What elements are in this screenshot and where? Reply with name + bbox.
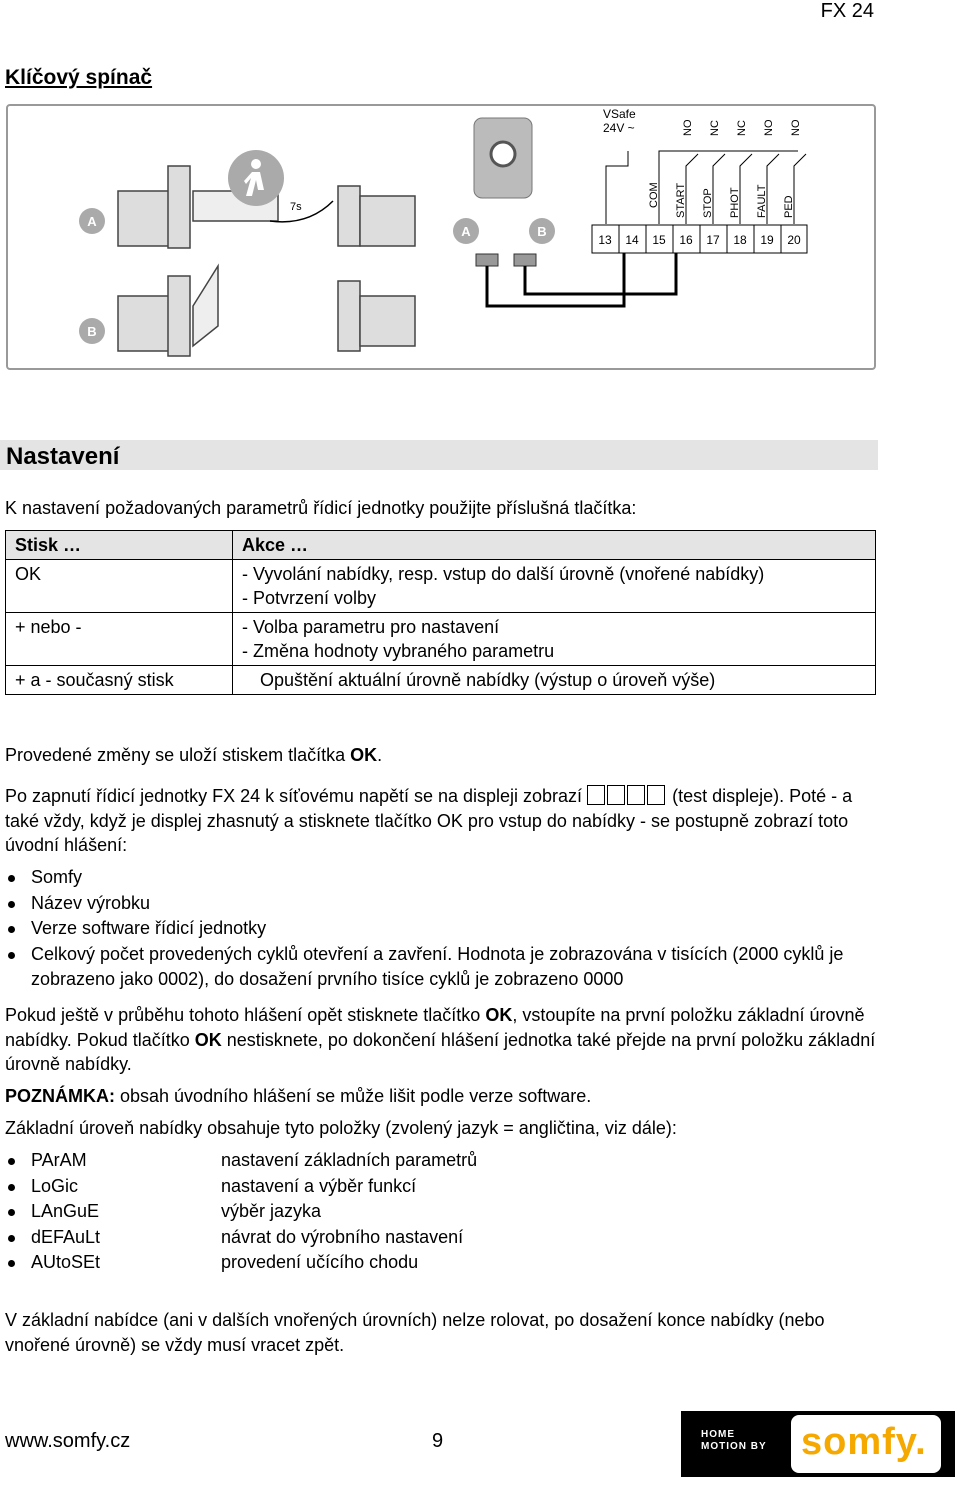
table-cell-key: OK bbox=[6, 560, 233, 613]
paragraph-text: Pokud ještě v průběhu tohoto hlášení opět stisknete tlačítko bbox=[5, 1005, 486, 1025]
badge-b-left: B bbox=[87, 324, 97, 339]
display-segment-icon bbox=[587, 785, 605, 805]
time-label: 7s bbox=[290, 201, 302, 213]
terminal-13: 13 bbox=[598, 233, 612, 247]
menu-desc: provedení učícího chodu bbox=[221, 1252, 419, 1272]
logo-brand-box bbox=[791, 1415, 941, 1473]
terminal-17: 17 bbox=[706, 233, 720, 247]
intro-message-list bbox=[5, 865, 885, 993]
table-row bbox=[6, 613, 876, 666]
menu-code: LAnGuE bbox=[31, 1201, 100, 1221]
terminal-20: 20 bbox=[787, 233, 801, 247]
paragraph-text: (test displeje). Poté - a také vždy, když je displej zhasnutý a stisknete tlačítko OK pro vstup do nabídky - se postupně zobrazí toto úvodní hlášení: bbox=[5, 786, 853, 855]
display-segment-icon bbox=[607, 785, 625, 805]
action-line: - Změna hodnoty vybraného parametru bbox=[242, 641, 555, 661]
table-cell-action bbox=[233, 666, 876, 695]
terminal-name-fault: FAULT bbox=[756, 184, 768, 218]
contact-label-3: NC bbox=[736, 120, 748, 136]
intro-text: K nastavení požadovaných parametrů řídicí jednotky použijte příslušná tlačítka: bbox=[5, 498, 637, 518]
list-item: Název výrobku bbox=[5, 891, 885, 917]
menu-code: AUtoSEt bbox=[31, 1252, 101, 1272]
logo-text: MOTION BY bbox=[701, 1441, 767, 1452]
table-header-row bbox=[6, 531, 876, 560]
display-segment-icon bbox=[647, 785, 665, 805]
paragraph-scroll: V základní nabídce (ani v dalších vnořených úrovních) nelze rolovat, po dosažení konce nabídky (nebo vnořené úrovně) se vždy musí vracet zpět. bbox=[5, 1310, 825, 1355]
terminal-14: 14 bbox=[625, 233, 639, 247]
note bbox=[5, 1084, 885, 1109]
contact-label-5: NO bbox=[790, 119, 802, 136]
badge-a-right: A bbox=[461, 224, 471, 239]
logo-tagline bbox=[701, 1429, 767, 1453]
table-cell-action bbox=[233, 613, 876, 666]
list-item: Somfy bbox=[5, 865, 885, 891]
list-item bbox=[5, 1225, 885, 1251]
menu-desc: nastavení a výběr funkcí bbox=[221, 1175, 417, 1196]
paragraph-text: Provedené změny se uloží stiskem tlačítka bbox=[5, 745, 351, 765]
table-row bbox=[6, 666, 876, 695]
list-item bbox=[5, 1250, 885, 1276]
table-cell-key: + nebo - bbox=[6, 613, 233, 666]
menu-code: PArAM bbox=[31, 1150, 87, 1170]
section-title-keyswitch: Klíčový spínač bbox=[5, 66, 153, 89]
logo-text: HOME bbox=[701, 1429, 735, 1440]
list-item: Celkový počet provedených cyklů otevření a zavření. Hodnota je zobrazována v tisících (2000 cyklů je zobrazeno jako 0002), do dosažení prvního tisíce cyklů je zobrazeno 0000 bbox=[5, 942, 885, 993]
paragraph-text: , vstoupíte na první položku základní úrovně nabídky. Pokud tlačítko bbox=[5, 1005, 865, 1050]
table-header-key: Stisk … bbox=[6, 531, 233, 560]
terminal-name-stop: STOP bbox=[702, 188, 714, 218]
terminal-18: 18 bbox=[733, 233, 747, 247]
menu-list bbox=[5, 1148, 885, 1276]
paragraph-text: nestisknete, po dokončení hlášení jednotka také přejde na první položku základní úrovně nabídky. bbox=[5, 1029, 876, 1074]
paragraph-poweron bbox=[5, 784, 885, 858]
section-title-settings: Nastavení bbox=[6, 443, 120, 470]
somfy-logo bbox=[681, 1411, 955, 1477]
button-table bbox=[5, 530, 876, 695]
terminal-15: 15 bbox=[652, 233, 666, 247]
section-settings-bar bbox=[0, 440, 878, 470]
terminal-16: 16 bbox=[679, 233, 693, 247]
note-label: POZNÁMKA: bbox=[5, 1086, 115, 1106]
paragraph-saved bbox=[5, 743, 885, 768]
ok-emphasis: OK bbox=[194, 1029, 222, 1050]
list-item bbox=[5, 1148, 885, 1174]
vsafe-label: VSafe bbox=[603, 107, 636, 121]
voltage-label: 24V ~ bbox=[603, 121, 635, 135]
table-row bbox=[6, 560, 876, 613]
page-number: 9 bbox=[432, 1430, 444, 1452]
terminal-19: 19 bbox=[760, 233, 774, 247]
list-item bbox=[5, 1199, 885, 1225]
action-line: - Potvrzení volby bbox=[242, 588, 377, 608]
menu-desc: nastavení základních parametrů bbox=[221, 1150, 478, 1170]
terminal-name-phot: PHOT bbox=[729, 187, 741, 218]
list-item bbox=[5, 1174, 885, 1200]
menu-code: LoGic bbox=[31, 1175, 79, 1196]
badge-a-left: A bbox=[87, 214, 97, 229]
action-line: Opuštění aktuální úrovně nabídky (výstup o úroveň výše) bbox=[260, 670, 716, 690]
menu-desc: návrat do výrobního nastavení bbox=[221, 1226, 464, 1247]
display-segment-icon bbox=[627, 785, 645, 805]
paragraph-text: . bbox=[377, 745, 383, 765]
action-line: - Vyvolání nabídky, resp. vstup do další úrovně (vnořené nabídky) bbox=[242, 564, 765, 584]
menu-desc: výběr jazyka bbox=[221, 1201, 322, 1221]
table-cell-key: + a - současný stisk bbox=[6, 666, 233, 695]
action-line: - Volba parametru pro nastavení bbox=[242, 617, 500, 637]
wiring-diagram bbox=[6, 104, 876, 370]
paragraph-press bbox=[5, 1003, 885, 1077]
menu-intro: Základní úroveň nabídky obsahuje tyto položky (zvolený jazyk = angličtina, viz dále): bbox=[5, 1118, 677, 1138]
terminal-name-ped: PED bbox=[783, 195, 795, 218]
badge-b-right: B bbox=[537, 224, 547, 239]
terminal-name-com: COM bbox=[648, 182, 660, 208]
footer-url[interactable]: www.somfy.cz bbox=[5, 1430, 131, 1452]
table-header-action: Akce … bbox=[233, 531, 876, 560]
logo-brand: somfy. bbox=[801, 1421, 927, 1463]
doc-code: FX 24 bbox=[820, 0, 874, 22]
ok-emphasis: OK bbox=[485, 1005, 513, 1025]
contact-label-1: NO bbox=[682, 119, 694, 136]
note-text: obsah úvodního hlášení se může lišit podle verze software. bbox=[115, 1086, 592, 1106]
contact-label-2: NC bbox=[709, 120, 721, 136]
table-cell-action bbox=[233, 560, 876, 613]
ok-emphasis: OK bbox=[350, 745, 378, 765]
contact-label-4: NO bbox=[763, 119, 775, 136]
terminal-name-start: START bbox=[675, 182, 687, 218]
menu-code: dEFAuLt bbox=[31, 1226, 101, 1247]
list-item: Verze software řídicí jednotky bbox=[5, 916, 885, 942]
paragraph-text: Po zapnutí řídicí jednotky FX 24 k síťovému napětí se na displeji zobrazí bbox=[5, 786, 583, 806]
